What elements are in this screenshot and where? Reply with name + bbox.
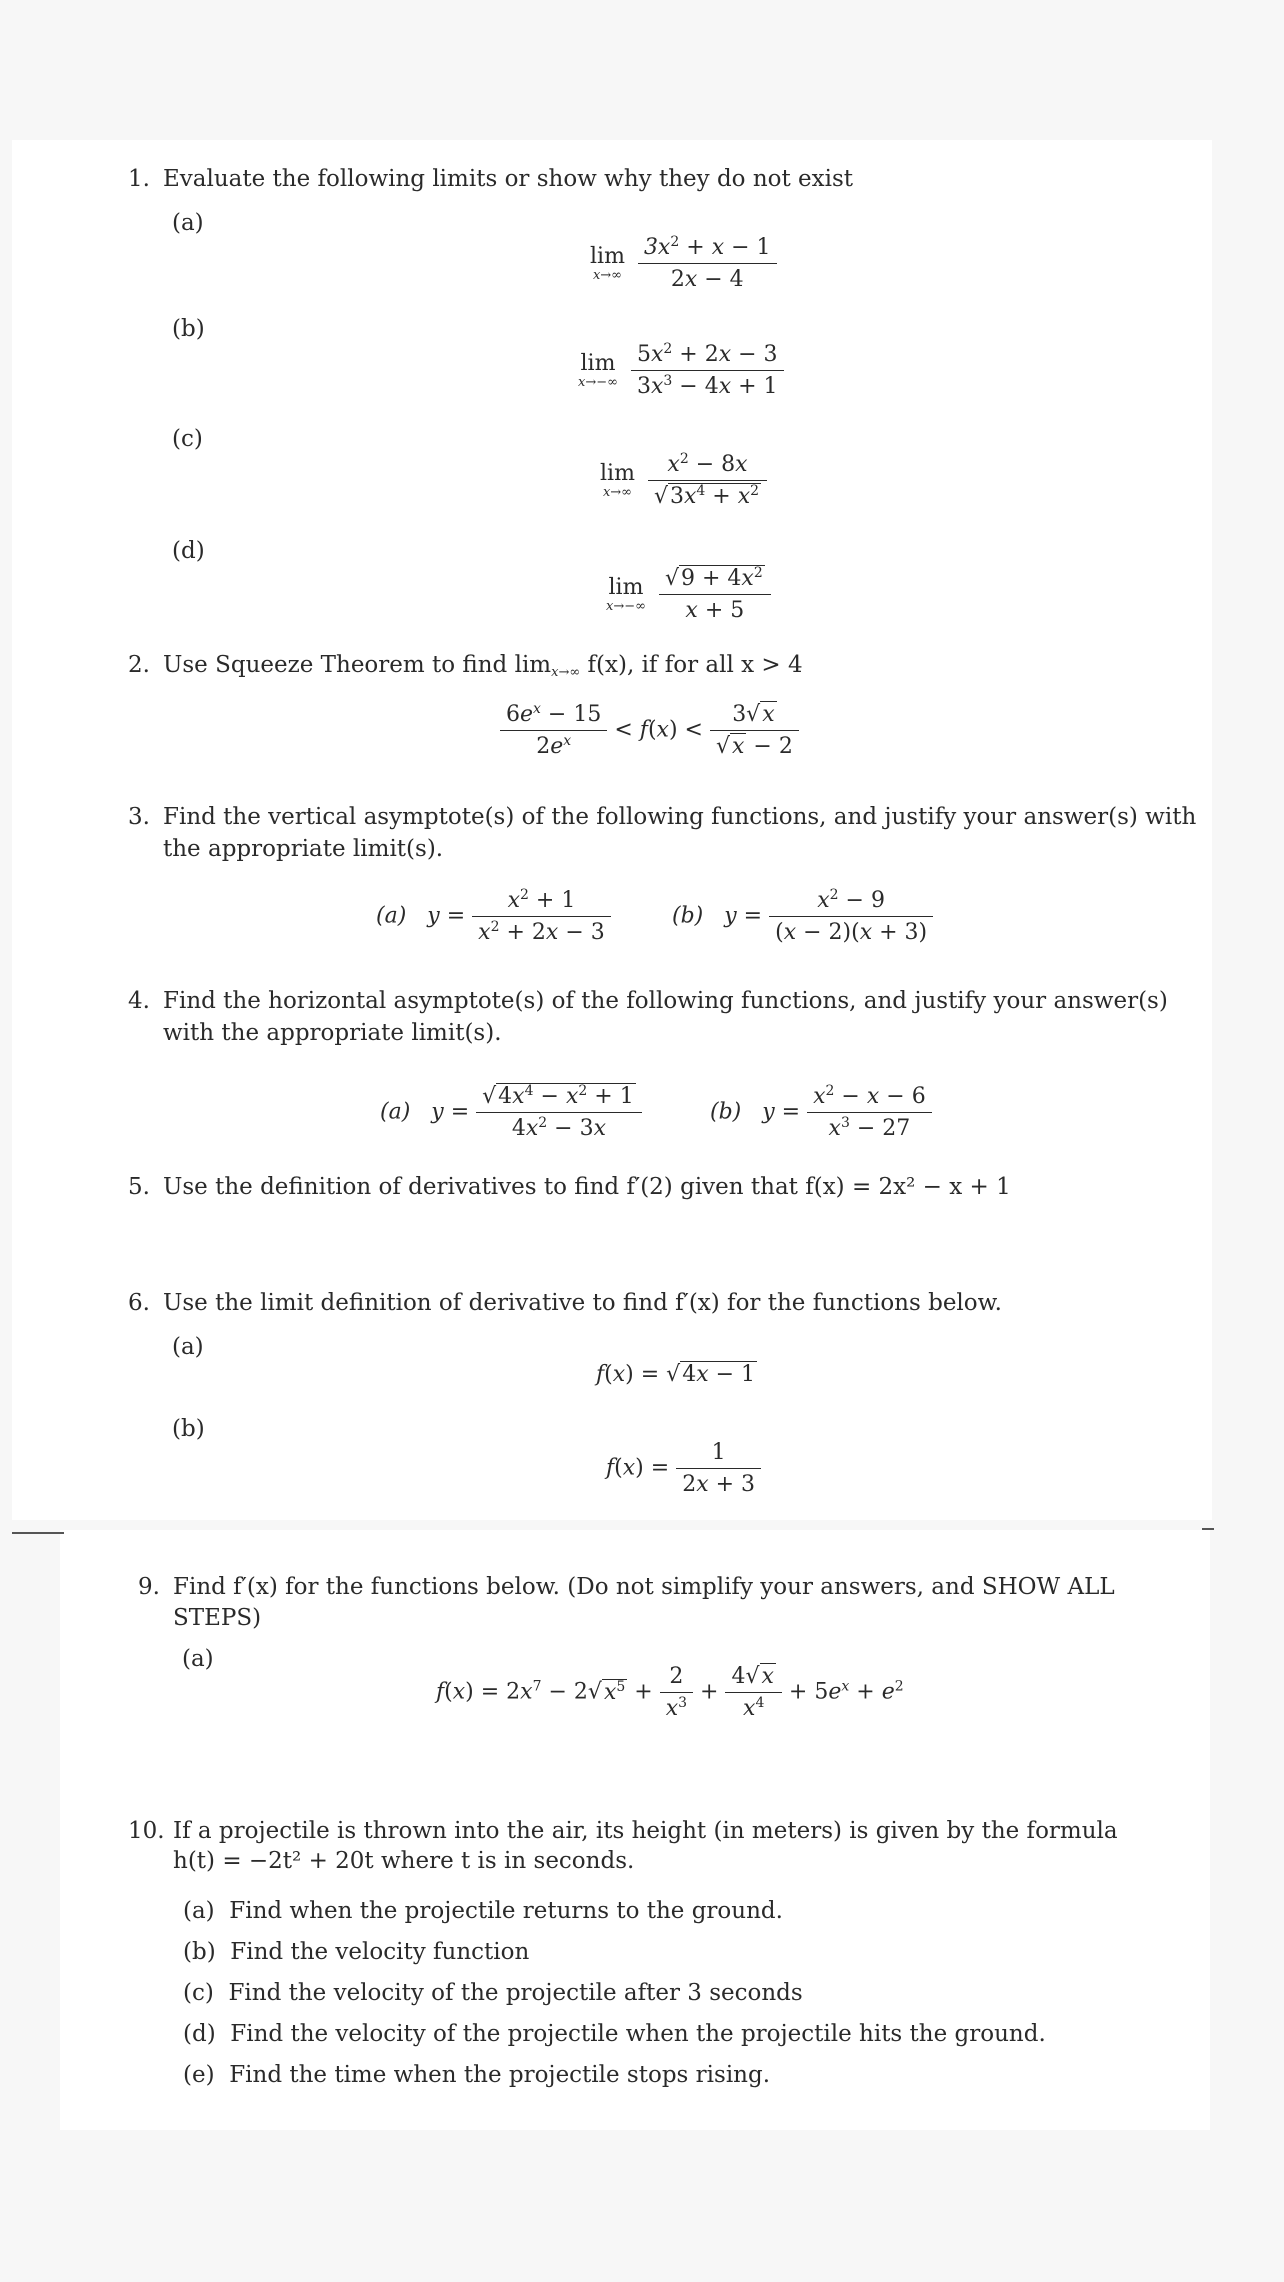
q4a-function: (a) y = $\frac{√4x^4 - x^2 + 1}{4x^2 - 3x}$	[380, 1084, 642, 1141]
q2-text: Use Squeeze Theorem to find $\lim_{x\to\infty} f(x)$, if for all x > 4	[163, 652, 803, 680]
q4-part-a-label: (a)	[380, 1099, 411, 1125]
q10-item-label: (d)	[183, 2021, 216, 2047]
q10-item-text: Find the velocity function	[230, 1939, 530, 1965]
q1a-limit-expression: lim x→∞ $\frac{3x^2 + x - 1}{2x - 4}$	[590, 235, 777, 292]
q5-number: 5.	[128, 1174, 150, 1200]
q10-number: 10.	[128, 1818, 165, 1844]
q10-item-c	[183, 1978, 803, 2008]
q10-item-text: Find the velocity of the projectile after 3 seconds	[228, 1980, 803, 2006]
q1-part-b-label: (b)	[172, 316, 205, 342]
q2-text-post: f(x), if for all x > 4	[587, 652, 803, 678]
q4-part-b-label: (b)	[710, 1099, 742, 1125]
q3a-function: (a) y = $\frac{x^2 + 1}{x^2 + 2x - 3}$	[376, 888, 611, 945]
page-divider-right	[1202, 1528, 1214, 1530]
q6a-function: f(x) = √4x − 1	[596, 1362, 756, 1387]
q2-text-pre: Use Squeeze Theorem to find lim	[163, 652, 552, 678]
q10-line2: h(t) = −2t² + 20t where t is in seconds.	[173, 1848, 635, 1874]
q10-item-label: (b)	[183, 1939, 216, 1965]
q10-item-text: Find when the projectile returns to the ground.	[229, 1898, 783, 1924]
q9-line1: Find f′(x) for the functions below. (Do not simplify your answers, and SHOW ALL	[173, 1574, 1115, 1600]
q3b-function: (b) y = $\frac{x^2 - 9}{(x - 2)(x + 3)}$	[672, 888, 933, 945]
q10-item-d	[183, 2019, 1046, 2049]
q9a-function: $f(x) = 2x^7 - 2√x^5$ + $\frac{2}{x^3}$ + $\frac{4√x}{x^4}$ + $5e^x + e^2$	[436, 1664, 904, 1721]
q6-part-b-label: (b)	[172, 1416, 205, 1442]
q2-squeeze-inequality: $\frac{6e^x - 15}{2e^x}$ < f(x) < $\frac{3√x}{√x - 2}$	[500, 702, 799, 759]
q1-text: Evaluate the following limits or show why they do not exist	[163, 166, 854, 192]
q1b-limit-expression: lim x→−∞ $\frac{5x^2 + 2x - 3}{3x^3 - 4x + 1}$	[578, 342, 784, 399]
q3-number: 3.	[128, 804, 150, 830]
q2-number: 2.	[128, 652, 150, 678]
q1-part-d-label: (d)	[172, 538, 205, 564]
q1c-limit-expression: lim x→∞ $\frac{x^2 - 8x}{√3x^4 + x^2}$	[600, 452, 767, 509]
q9-part-a-label: (a)	[182, 1646, 214, 1672]
q10-item-label: (c)	[183, 1980, 214, 2006]
q5-text: Use the definition of derivatives to find f′(2) given that f(x) = 2x² − x + 1	[163, 1174, 1011, 1200]
q6-text: Use the limit definition of derivative to find f′(x) for the functions below.	[163, 1290, 1002, 1316]
q6b-function: f(x) = $\frac{1}{2x + 3}$	[606, 1440, 761, 1497]
page-divider-left	[12, 1532, 64, 1534]
q10-item-text: Find the time when the projectile stops rising.	[229, 2062, 771, 2088]
q4-number: 4.	[128, 988, 150, 1014]
q10-item-a	[183, 1896, 783, 1926]
q1-part-a-label: (a)	[172, 210, 204, 236]
q4-line2: with the appropriate limit(s).	[163, 1020, 502, 1046]
q3-part-b-label: (b)	[672, 903, 704, 929]
q6-number: 6.	[128, 1290, 150, 1316]
q3-line2: the appropriate limit(s).	[163, 836, 444, 862]
q4-line1: Find the horizontal asymptote(s) of the following functions, and justify your answer(s)	[163, 988, 1168, 1014]
q6-part-a-label: (a)	[172, 1334, 204, 1360]
q10-item-label: (a)	[183, 1898, 215, 1924]
q10-line1: If a projectile is thrown into the air, its height (in meters) is given by the formula	[173, 1818, 1118, 1844]
q10-item-b	[183, 1937, 529, 1967]
q1-number: 1.	[128, 166, 150, 192]
q4b-function: (b) y = $\frac{x^2 - x - 6}{x^3 - 27}$	[710, 1084, 932, 1141]
q3-part-a-label: (a)	[376, 903, 407, 929]
q10-item-e	[183, 2060, 770, 2090]
q1-part-c-label: (c)	[172, 426, 203, 452]
q9-line2: STEPS)	[173, 1605, 262, 1631]
q3-line1: Find the vertical asymptote(s) of the following functions, and justify your answer(s) with	[163, 804, 1197, 830]
q10-item-label: (e)	[183, 2062, 215, 2088]
q1d-limit-expression: lim x→−∞ $\frac{√9 + 4x^2}{x + 5}$	[606, 566, 771, 623]
q10-item-text: Find the velocity of the projectile when the projectile hits the ground.	[230, 2021, 1046, 2047]
q9-number: 9.	[138, 1574, 160, 1600]
